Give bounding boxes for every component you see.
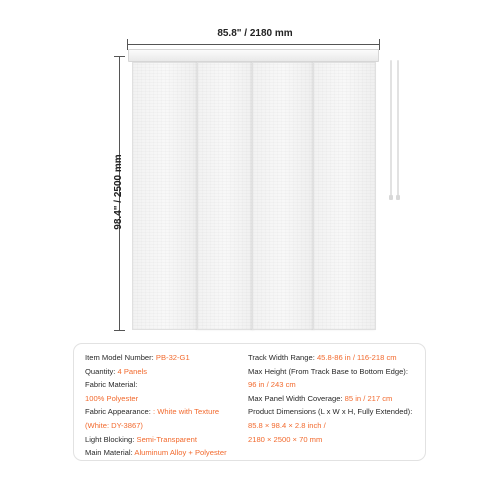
spec-row: 96 in / 243 cm — [248, 380, 296, 390]
width-dimension-line — [127, 44, 380, 45]
spec-row: Fabric Appearance: : White with Texture — [85, 407, 220, 417]
spec-row: Light Blocking: Semi-Transparent — [85, 434, 197, 444]
headrail — [128, 49, 379, 62]
height-dimension-label: 98.4" / 2500 mm — [113, 154, 124, 230]
spec-row: Main Material: Aluminum Alloy + Polyester — [85, 448, 227, 458]
spec-row: Product Dimensions (L x W x H, Fully Extended): — [248, 407, 413, 417]
spec-row: Max Panel Width Coverage: 85 in / 217 cm — [248, 393, 393, 403]
blind-panel-2 — [197, 62, 255, 330]
blind-panel-4 — [313, 62, 376, 330]
blind-panel-1 — [132, 62, 199, 330]
blind-panel-3 — [252, 62, 315, 330]
spec-row: Fabric Material: — [85, 380, 138, 390]
spec-row: 85.8 × 98.4 × 2.8 inch / — [248, 420, 326, 430]
spec-row: Max Height (From Track Base to Bottom Edge): — [248, 366, 408, 376]
spec-row: (White: DY-3867) — [85, 420, 143, 430]
wand-tip-left — [389, 195, 393, 200]
spec-column-left — [85, 351, 227, 460]
spec-row: Quantity: 4 Panels — [85, 366, 148, 376]
spec-row: Item Model Number: PB-32-G1 — [85, 353, 190, 362]
spec-row: 2180 × 2500 × 70 mm — [248, 434, 323, 444]
control-wand-left — [390, 60, 392, 197]
width-dimension-tick-right — [379, 39, 380, 50]
spec-row: Track Width Range: 45.8-86 in / 116-218 cm — [248, 353, 397, 362]
height-dimension-tick-top — [114, 56, 125, 57]
spec-row: 100% Polyester — [85, 393, 139, 403]
width-dimension-label: 85.8" / 2180 mm — [175, 28, 335, 39]
height-dimension-tick-bottom — [114, 330, 125, 331]
control-wand-right — [397, 60, 399, 197]
specifications-box — [73, 343, 426, 461]
spec-column-right — [248, 351, 412, 446]
wand-tip-right — [396, 195, 400, 200]
